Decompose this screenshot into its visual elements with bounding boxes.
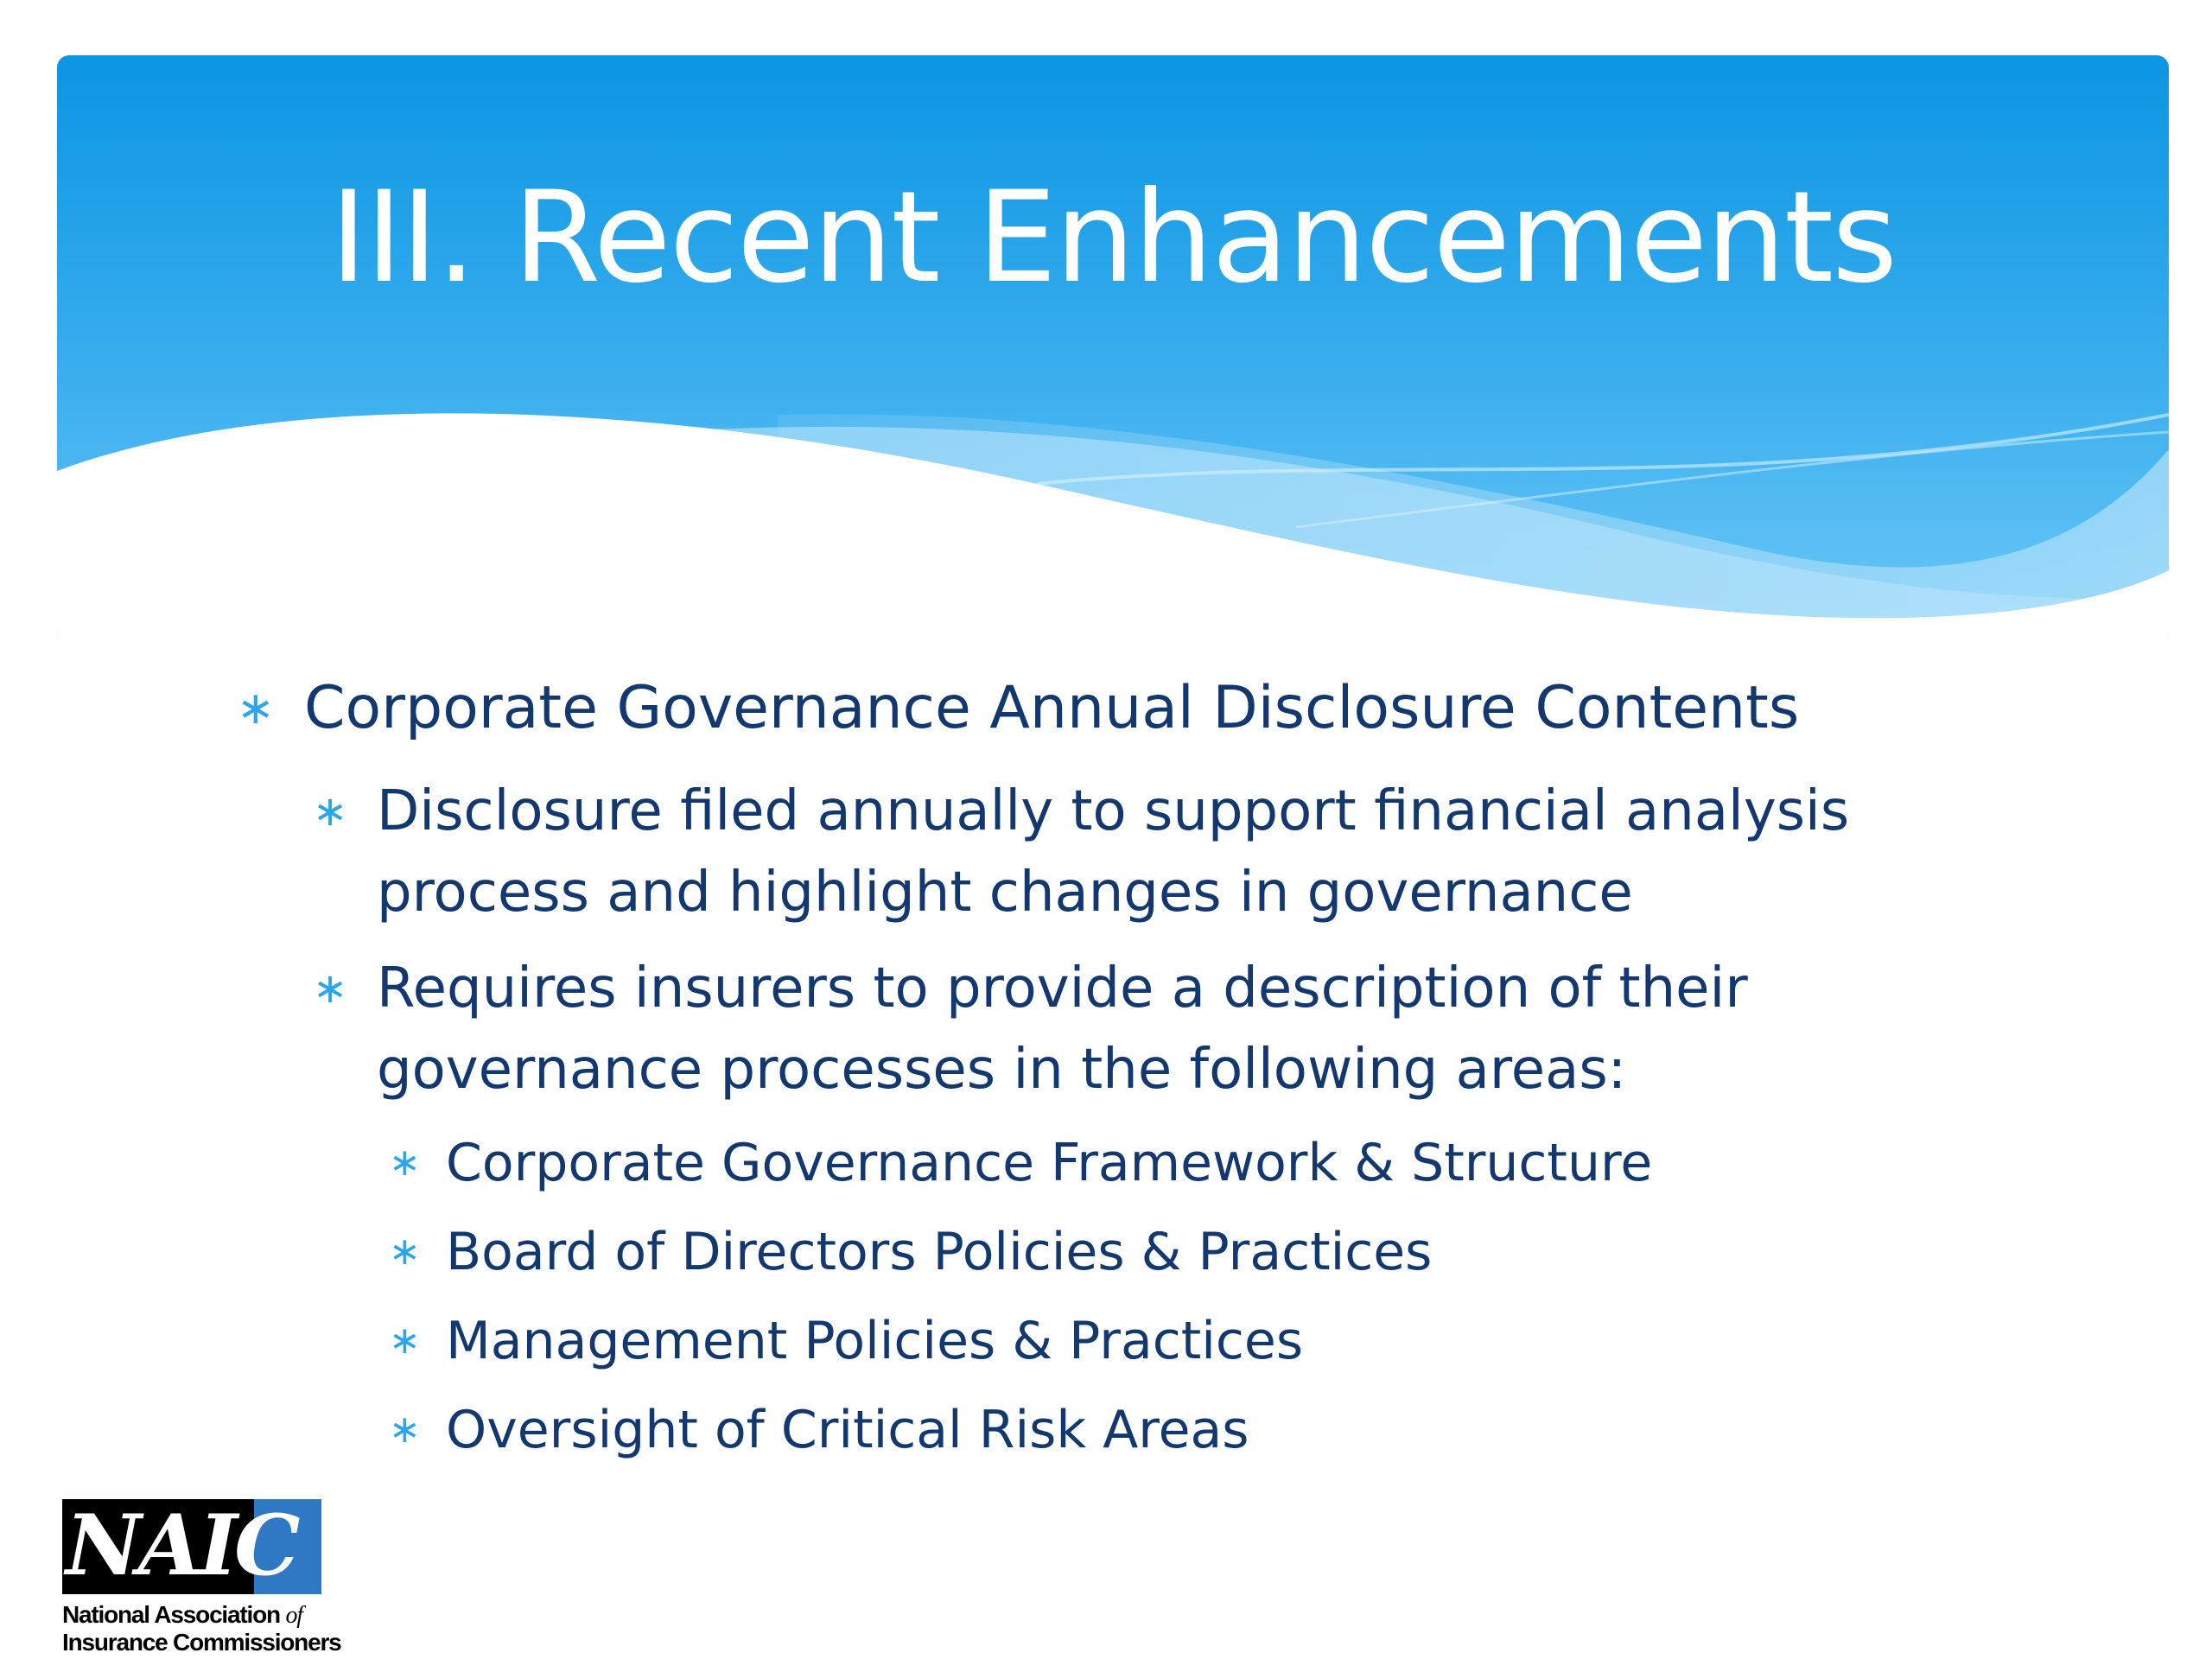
bullet-item-main [237, 671, 1800, 746]
bullet-item-disclosure [313, 771, 1850, 933]
bullet-item-area [389, 1306, 1304, 1376]
bullet-text-line-1: Disclosure filed annually to support financial analysis [377, 779, 1850, 843]
slide-title: III. Recent Enhancements [329, 164, 1897, 311]
bullet-text: Management Policies & Practices [446, 1311, 1304, 1371]
bullet-item-area [389, 1217, 1433, 1287]
logo-caption-org: National Association [62, 1601, 280, 1628]
logo-caption [62, 1601, 341, 1656]
asterisk-bullet-icon: ∗ [313, 964, 348, 1013]
bullet-text-line-1: Requires insurers to provide a description of their [377, 957, 1748, 1020]
naic-logo [62, 1499, 341, 1656]
bullet-text: Corporate Governance Annual Disclosure Contents [304, 674, 1800, 742]
asterisk-bullet-icon: ∗ [389, 1319, 421, 1363]
bullet-text: Board of Directors Policies & Practices [446, 1222, 1433, 1282]
bullet-text: Corporate Governance Framework & Structure [446, 1133, 1653, 1193]
asterisk-bullet-icon: ∗ [237, 683, 275, 734]
logo-letters: NAIC [66, 1499, 297, 1594]
bullet-text-line-2: process and highlight changes in governance [377, 861, 1633, 925]
logo-caption-line-1 [62, 1601, 325, 1629]
bullet-item-area [389, 1128, 1653, 1198]
bullet-item-requires [313, 948, 1748, 1110]
asterisk-bullet-icon: ∗ [313, 787, 348, 836]
logo-caption-line-2: Insurance Commissioners [62, 1629, 341, 1656]
asterisk-bullet-icon: ∗ [389, 1230, 421, 1274]
asterisk-bullet-icon: ∗ [389, 1408, 421, 1452]
bullet-text-line-2: governance processes in the following areas: [377, 1038, 1627, 1102]
bullet-item-area [389, 1395, 1249, 1465]
bullet-text: Oversight of Critical Risk Areas [446, 1400, 1249, 1460]
logo-caption-of: of [285, 1602, 302, 1629]
naic-logo-mark [62, 1499, 321, 1594]
asterisk-bullet-icon: ∗ [389, 1141, 421, 1185]
